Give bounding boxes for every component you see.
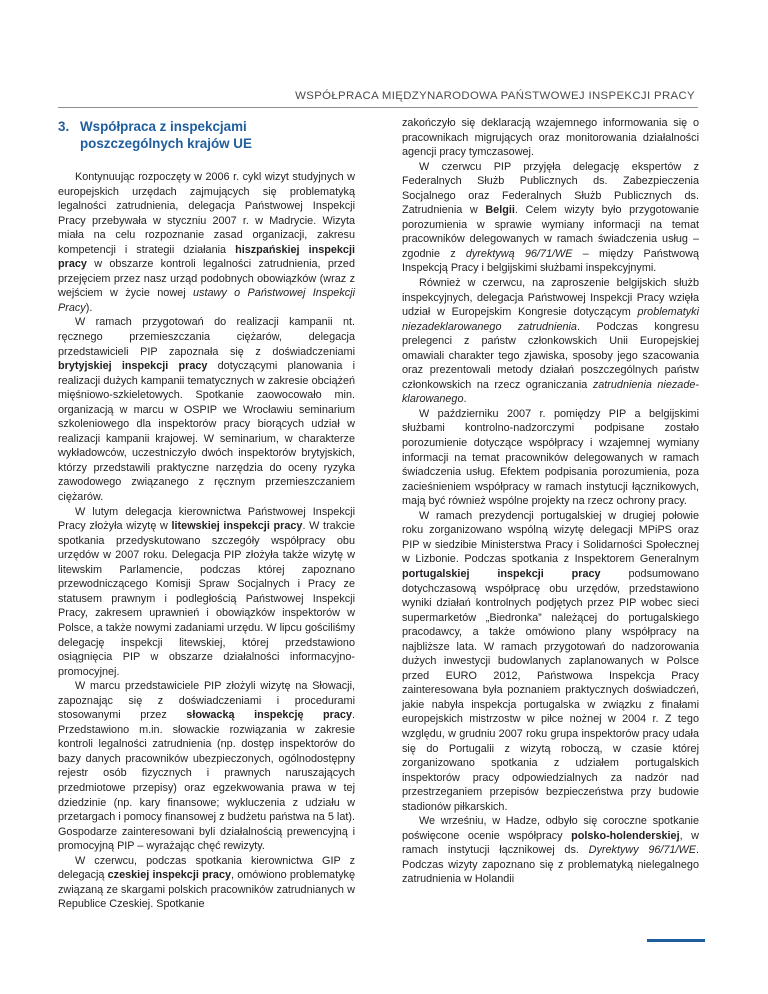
text-run: . Podczas wizyty zapoznano się z problematyką nielegalnego zatrudnienia w Holandii bbox=[402, 844, 700, 886]
bold-run: brytyjskiej inspekcji pracy bbox=[58, 360, 208, 373]
text-run: W lutym delegacja kierownictwa Państwowej Inspekcji Pracy złożyła wizytę w bbox=[58, 505, 355, 533]
text-run: . Celem wizyty było przygotowanie porozumienia w sprawie wymiany informacji na temat pracowników delegowanych w ramach świadczenia usług – zgodnie z bbox=[402, 204, 700, 260]
text-run: , w ramach instytucji łącznikowej ds. bbox=[402, 829, 699, 857]
paragraph bbox=[402, 407, 699, 509]
running-header: WSPÓŁPRACA MIĘDZYNARODOWA PAŃSTWOWEJ INSPEKCJI PRACY bbox=[295, 90, 695, 102]
section-title bbox=[58, 119, 355, 152]
header-rule bbox=[58, 107, 698, 108]
bold-run: Belgii bbox=[485, 204, 515, 217]
right-paragraphs bbox=[402, 116, 699, 887]
bold-run: litewskiej inspekcji pracy bbox=[171, 520, 303, 533]
text-run: . W trakcie spotkania przedyskutowano szczegóły współpracy obu urzędów w 2007 roku. Delegacja PIP złożyła także wizytę w litewskim Parlamencie, podczas której zapoznano przewodniczącego Komisji Spraw Socjalnych i Pracy ze statusem prawnym i podległością Państwowej Inspekcji Pracy, zakresem uprawnień i obowiązków inspektorów w Polsce, a także nowymi zadaniami urzędu. W lipcu gościliśmy delegację inspekcji litewskiej, której przedstawiono osiągnięcia PIP w obszarze działalności informacyjno-promocyjnej. bbox=[58, 520, 355, 678]
paragraph bbox=[58, 679, 355, 854]
paragraph bbox=[402, 509, 699, 814]
text-run: . bbox=[463, 393, 467, 406]
text-run: w obszarze kontroli legalności zatrudnienia, przed przejęciem przez nasz urząd podobnych obowiązków (wraz z wejściem w życie nowej bbox=[58, 258, 355, 300]
text-run: . Przedstawiono m.in. słowackie rozwiązania w zakresie kontroli legalności zatrudnienia (np. dostęp inspektorów do bazy danych pracowników ubezpieczonych, ogólnodostępny rejestr osób fizycznych i prawnych naruszających przedmiotowe przepisy) oraz egzekwowania prawa w tej dziedzinie (np. kary finansowe; wykluczenia z udziału w przetargach i pomocy finansowej z budżetu państwa na 5 lat). Gospodarze zainteresowani byli działalnością prewencyjną i promocyjną PIP – wyrażając chęć rewizyty. bbox=[58, 709, 355, 853]
italic-run: dyrektywą 96/71/WE bbox=[465, 247, 573, 260]
text-run: zakończyło się deklaracją wzajemnego informowania się o pracownikach migrujących oraz monitorowania działalności agencji pracy tymczasowej. bbox=[402, 117, 699, 159]
text-run: Kontynuując rozpoczęty w 2006 r. cykl wizyt studyjnych w europejskich urzędach zajmujących się problematyką legalności zatrudnienia, delegacja Państwowej Inspekcji Pracy przebywała w styczniu 2007 r. w Madrycie. Wizyta miała na celu rozpoznanie zasad organizacji, zakresu kompetencji i strategii działania bbox=[58, 171, 355, 256]
text-run: dotyczącymi planowania i realizacji dużych kampanii tematycznych w zakresie obciążeń mięśniowo-szkieletowych. Spotkanie zaowocowało min. organizacją w marcu w OSPIP we Wrocławiu seminarium szkoleniowego dla inspektorów pracy biorących udział w realizacji kampanii krajowej. W seminarium, w charakterze wykładowców, uczestniczyło dwóch inspektorów brytyjskich, którzy przedstawili praktyczne narzędzia do oceny ryzyka zawodowego związanego z ręcznym przemieszczaniem ciężarów. bbox=[58, 360, 355, 504]
text-run: ). bbox=[85, 301, 93, 314]
text-run: W czerwcu PIP przyjęła delegację ekspertów z Federalnych Służb Publicznych ds. Zabezpieczenia Socjalnego oraz Federalnych Służb Publicznych ds. Zatrudnienia w bbox=[402, 160, 699, 217]
italic-run: zatrudnienia niezadeklarowanego bbox=[402, 378, 700, 406]
paragraph bbox=[58, 170, 355, 315]
text-run: W ramach prezydencji portugalskiej w drugiej połowie roku zorganizowano wspólną wizytę delegacji MPiPS oraz PIP w siedzibie Ministerstwa Pracy i Solidarności Społecznej w Lizbonie. Podczas spotkania z Inspektorem Generalnym bbox=[402, 509, 699, 566]
bold-run: czeskiej inspekcji pracy bbox=[107, 869, 232, 882]
paragraph bbox=[402, 116, 699, 160]
paragraph bbox=[402, 276, 699, 407]
text-run: We wrześniu, w Hadze, odbyło się coroczne spotkanie poświęcone ocenie współpracy bbox=[402, 815, 699, 842]
text-run: – między Państwową Inspekcją Pracy i belgijskimi służbami inspekcyjnymi. bbox=[402, 247, 699, 275]
section-title-line1: Współpraca z inspekcjami bbox=[80, 119, 247, 134]
left-paragraphs bbox=[58, 170, 355, 912]
text-run: W ramach przygotowań do realizacji kampanii nt. ręcznego przemieszczania ciężarów, delegacja przedstawicieli PIP zapoznała się z doświadczeniami bbox=[58, 316, 355, 358]
text-run: W marcu przedstawiciele PIP złożyli wizytę na Słowacji, zapoznając się z doświadczeniami i procedurami stosowanymi przez bbox=[58, 680, 355, 722]
bold-run: słowacką inspekcję pracy bbox=[186, 709, 352, 722]
paragraph bbox=[402, 814, 699, 887]
paragraph bbox=[58, 505, 355, 680]
italic-run: ustawy o Państwowej Inspekcji Pracy bbox=[58, 287, 355, 314]
paragraph bbox=[58, 315, 355, 504]
bold-run: portugalskiej inspekcji pracy bbox=[402, 567, 601, 580]
section-number: 3. bbox=[58, 119, 70, 134]
text-run: W czerwcu, podczas spotkania kierownictwa GIP z delegacją bbox=[58, 854, 355, 882]
paragraph bbox=[58, 854, 355, 912]
italic-run: Dyrektywy 96/71/WE bbox=[588, 844, 696, 857]
text-run: podsumowano dotychczasową współpracę obu urzędów, przedstawiono wyniki działań kontrolnych podjętych przez PIP wobec sieci supermarketów „Biedronka” należącej do portugalskiego pracodawcy, a także omówiono plany współpracy na najbliższe lata. W ramach przygotowań do nadzorowania dużych inwestycji budowlanych zaplanowanych w Polsce przed EURO 2012, Państwowa Inspekcja Pracy zainteresowana była poznaniem praktycznych doświadczeń, jakie nabyła inspekcja portugalska w związku z finałami europejskich mistrzostw w piłce nożnej w 2004 r. Z tego względu, w grudniu 2007 roku grupa inspektorów pracy udała się do Portugalii z wizytą roboczą, w czasie której zorganizowano spotkania z udziałem portugalskich inspektorów pracy odpowiedzialnych za nadzór nad przestrzeganiem przepisów bezpieczeństwa przy budowie stadionów piłkarskich. bbox=[402, 567, 700, 813]
text-run: Również w czerwcu, na zaproszenie belgijskich służb inspekcyjnych, delegacja Państwowej Inspekcji Pracy wzięła udział w Europejskim Kongresie dotyczącym bbox=[402, 277, 699, 319]
bold-run: polsko-holenderskiej bbox=[571, 829, 680, 842]
text-run: W październiku 2007 r. pomiędzy PIP a belgijskimi służbami kontrolno-nadzorczymi podpisane zostało porozumienie dotyczące współpracy i wzajemnej wymiany informacji na temat pracowników delegowanych w ramach świadczenia usług. Efektem podpisania porozumienia, poza zacieśnieniem współpracy w ramach instytucji łącznikowych, mają być również wspólne projekty na rzecz ochrony pracy. bbox=[402, 407, 699, 508]
paragraph bbox=[402, 160, 699, 276]
section-title-text bbox=[80, 119, 252, 152]
text-run: , omówiono problematykę związaną ze skargami polskich pracowników zatrudnianych w Republice Czeskiej. Spotkanie bbox=[58, 869, 355, 911]
italic-run: problematyki niezadeklarowanego zatrudnienia bbox=[402, 306, 699, 333]
bold-run: hiszpańskiej inspekcji pracy bbox=[58, 243, 355, 271]
text-run: . Podczas kongresu prelegenci z państw członkowskich Unii Europejskiej omawiali charakter tego zjawiska, sposoby jego szacowania oraz prezentowali metody działań poszczególnych państw członkowskich na rzecz ograniczania bbox=[402, 320, 699, 391]
section-title-line2: poszczególnych krajów UE bbox=[80, 135, 252, 151]
footer-accent-bar bbox=[647, 939, 705, 942]
right-column bbox=[402, 116, 699, 887]
left-column bbox=[58, 117, 355, 912]
